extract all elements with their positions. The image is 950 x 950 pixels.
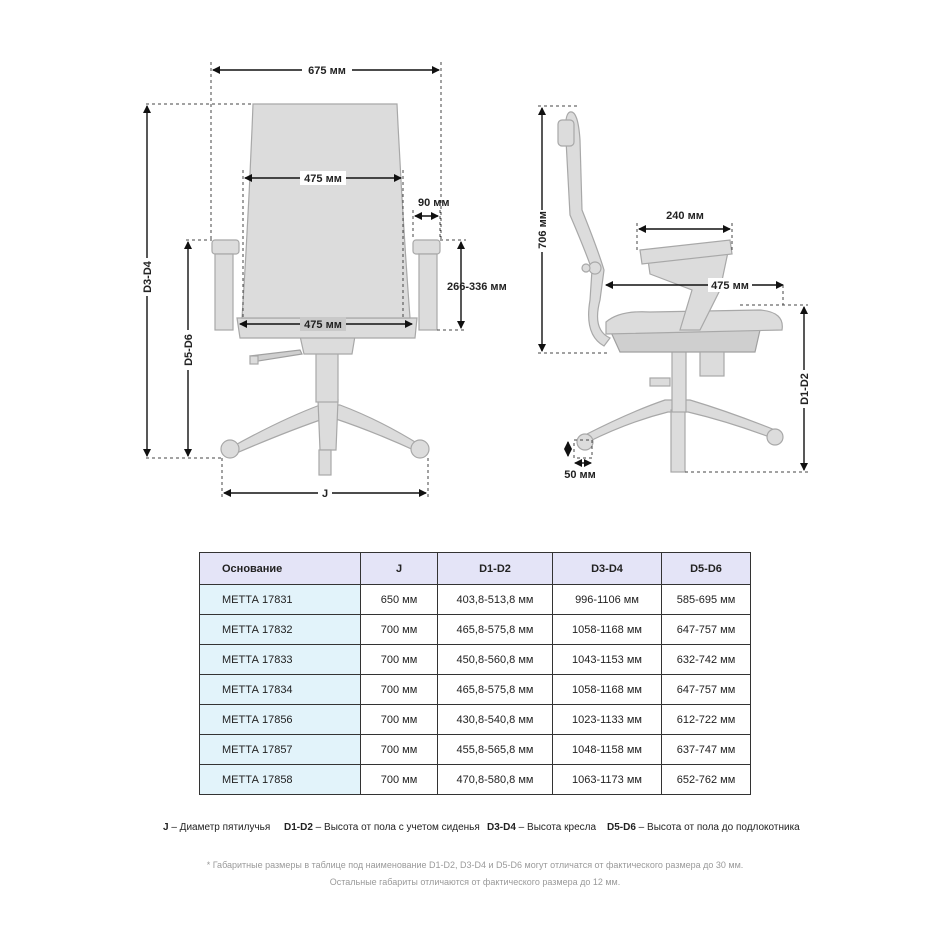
cell-d5-d6: 585-695 мм — [662, 585, 751, 615]
table-row — [200, 675, 751, 705]
base-diameter-label: J — [321, 488, 329, 500]
seat-full-depth-label: 475 мм — [711, 280, 749, 292]
cell-d5-d6: 612-722 мм — [662, 705, 751, 735]
legend-item-d5-d6: D5-D6 – Высота от пола до подлокотника — [607, 822, 800, 833]
header-base: Основание — [200, 553, 361, 585]
header-d1-d2: D1-D2 — [438, 553, 553, 585]
cell-d3-d4: 1058-1168 мм — [553, 615, 662, 645]
table-row — [200, 585, 751, 615]
cell-model: МЕТТА 17834 — [200, 675, 361, 705]
table-header-row — [200, 553, 751, 585]
cell-d3-d4: 1043-1153 мм — [553, 645, 662, 675]
cell-model: МЕТТА 17857 — [200, 735, 361, 765]
cell-j: 700 мм — [361, 705, 438, 735]
cell-d5-d6: 632-742 мм — [662, 645, 751, 675]
cell-j: 650 мм — [361, 585, 438, 615]
cell-d1-d2: 465,8-575,8 мм — [438, 675, 553, 705]
cell-d1-d2: 470,8-580,8 мм — [438, 765, 553, 795]
caster-label: 50 мм — [564, 469, 596, 481]
back-height-label: 706 мм — [537, 211, 549, 249]
header-d5-d6: D5-D6 — [662, 553, 751, 585]
cell-d3-d4: 1063-1173 мм — [553, 765, 662, 795]
cell-d1-d2: 450,8-560,8 мм — [438, 645, 553, 675]
cell-d3-d4: 1023-1133 мм — [553, 705, 662, 735]
cell-model: МЕТТА 17833 — [200, 645, 361, 675]
cell-j: 700 мм — [361, 645, 438, 675]
cell-d5-d6: 647-757 мм — [662, 615, 751, 645]
cell-d1-d2: 465,8-575,8 мм — [438, 615, 553, 645]
seat-depth-label: 240 мм — [666, 210, 704, 222]
footnote-line-1: * Габаритные размеры в таблице под наименование D1-D2, D3-D4 и D5-D6 могут отличатся от фактического размера до 30 мм. — [206, 860, 744, 870]
seat-width-label: 475 мм — [304, 319, 342, 331]
total-height-label: D3-D4 — [142, 261, 154, 293]
armrest-width-label: 90 мм — [418, 197, 450, 209]
cell-model: МЕТТА 17856 — [200, 705, 361, 735]
specifications-table — [199, 552, 751, 795]
cell-d3-d4: 996-1106 мм — [553, 585, 662, 615]
table-row — [200, 645, 751, 675]
header-j: J — [361, 553, 438, 585]
table-row — [200, 735, 751, 765]
cell-d5-d6: 652-762 мм — [662, 765, 751, 795]
table-row — [200, 705, 751, 735]
cell-d5-d6: 637-747 мм — [662, 735, 751, 765]
cell-j: 700 мм — [361, 675, 438, 705]
cell-model: МЕТТА 17858 — [200, 765, 361, 795]
table-row — [200, 615, 751, 645]
cell-j: 700 мм — [361, 735, 438, 765]
cell-j: 700 мм — [361, 615, 438, 645]
table-row — [200, 765, 751, 795]
cell-d5-d6: 647-757 мм — [662, 675, 751, 705]
front-view-chair — [212, 104, 440, 475]
footnote-line-2: Остальные габариты отличаются от фактического размера до 12 мм. — [329, 877, 621, 887]
seat-floor-label: D1-D2 — [799, 373, 811, 405]
cell-model: МЕТТА 17832 — [200, 615, 361, 645]
cell-j: 700 мм — [361, 765, 438, 795]
armrest-height-label: 266-336 мм — [447, 281, 507, 293]
armrest-floor-label: D5-D6 — [183, 334, 195, 366]
legend-item-j: J – Диаметр пятилучья — [163, 822, 271, 833]
legend-item-d1-d2: D1-D2 – Высота от пола с учетом сиденья — [284, 822, 480, 833]
cell-d1-d2: 430,8-540,8 мм — [438, 705, 553, 735]
cell-model: МЕТТА 17831 — [200, 585, 361, 615]
cell-d3-d4: 1048-1158 мм — [553, 735, 662, 765]
cell-d3-d4: 1058-1168 мм — [553, 675, 662, 705]
overall-width-label: 675 мм — [308, 65, 346, 77]
cell-d1-d2: 455,8-565,8 мм — [438, 735, 553, 765]
cell-d1-d2: 403,8-513,8 мм — [438, 585, 553, 615]
header-d3-d4: D3-D4 — [553, 553, 662, 585]
legend-item-d3-d4: D3-D4 – Высота кресла — [487, 822, 597, 833]
back-width-label: 475 мм — [304, 173, 342, 185]
